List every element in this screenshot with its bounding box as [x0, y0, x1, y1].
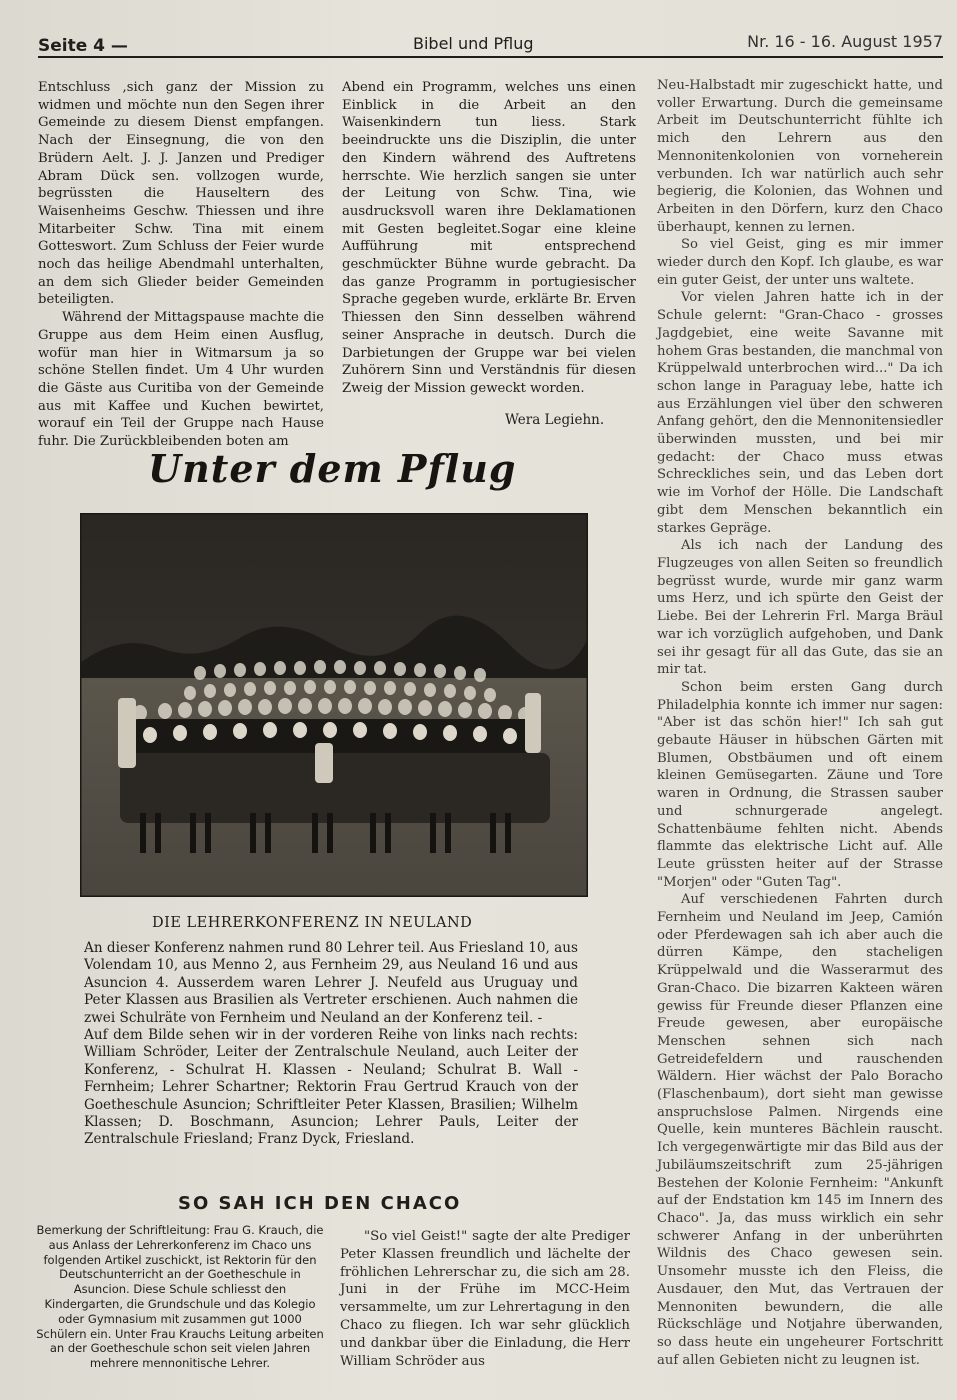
photo-caption-title: DIE LEHRERKONFERENZ IN NEULAND [152, 915, 473, 931]
column-2-paragraph: Abend ein Programm, welches uns einen Einblick in die Arbeit an den Waisenkindern tun liess. Stark beeindruckte uns die Disziplin, die unter den Kindern während des Auftretens herrschte. Wie herzlich sangen sie unter der Leitung von Schw. Tina, wie ausdrucksvoll waren ihre Deklamationen mit Gesten begleitet.Sogar eine kleine Aufführung mit entsprechend geschmückter Bühne wurde gebracht. Da das ganze Programm in portugiesischer Sprache gegeben wurde, erklärte Br. Erven Thiessen den Sinn desselben während seiner Ansprache in deutsch. Durch die Darbietungen der Gruppe war bei vielen Zuhörern Sinn und Verständnis für diesen Zweig der Mission geweckt worden. [342, 80, 636, 396]
editor-note: Bemerkung der Schriftleitung: Frau G. Krauch, die aus Anlass der Lehrerkonferenz im Chaco uns folgenden Artikel zuschickt, ist Rektorin für den Deutschunterricht an der Goetheschule in Asuncion. Diese Schule schliesst den Kindergarten, die Grundschule und das Kolegio oder Gymnasium mit zusammen gut 1000 Schülern ein. Unter Frau Krauchs Leitung arbeiten an der Goetheschule schon seit vielen Jahren mehrere mennonitische Lehrer. [36, 1223, 324, 1371]
column-3 [657, 77, 943, 1369]
caption-paragraph: Auf dem Bilde sehen wir in der vorderen Reihe von links nach rechts: William Schröder, Leiter der Zentralschule Neuland, auch Leiter der Konferenz, - Schulrat H. Klassen - Neuland; Schulrat B. Wall - Fernheim; Lehrer Schartner; Rektorin Frau Gertrud Krauch von der Goetheschule Asuncion; Schriftleiter Peter Klassen, Brasilien; Wilhelm Klassen; D. Boschmann, Asuncion; Lehrer Pauls, Leiter der Zentralschule Friesland; Franz Dyck, Friesland. [84, 1027, 578, 1148]
caption-paragraph: An dieser Konferenz nahmen rund 80 Lehrer teil. Aus Friesland 10, aus Volendam 10, aus Menno 2, aus Fernheim 29, aus Neuland 16 und aus Asuncion 4. Ausserdem waren Lehrer J. Neufeld aus Uruguay und Peter Klassen aus Brasilien als Vertreter erschienen. Auch nahmen die zwei Schulräte von Fernheim und Neuland an der Konferenz teil. - [84, 940, 578, 1026]
article-paragraph: "So viel Geist!" sagte der alte Prediger Peter Klassen freundlich und lächelte der fröhlichen Lehrerschar zu, die sich am 28. Juni in der Frühe im MCC-Heim versammelte, um zur Lehrertagung in den Chaco zu fliegen. Ich war sehr glücklich und dankbar über die Einladung, die Herr William Schröder aus [340, 1229, 630, 1369]
section-heading: Unter dem Pflug [148, 446, 517, 491]
column-3-paragraph: Neu-Halbstadt mir zugeschickt hatte, und voller Erwartung. Durch die gemeinsame Arbeit im Deutschunterricht fühlte ich mich den Lehrern aus den Mennonitenkolonien von vorneherein verbunden. Ich war natürlich auch sehr begierig, die Kolonien, das Wohnen und Arbeiten in den Dörfern, kurz den Chaco überhaupt, kennen zu lernen. [657, 78, 943, 235]
column-3-paragraph: Vor vielen Jahren hatte ich in der Schule gelernt: "Gran-Chaco - grosses Jagdgebiet, eine weite Savanne mit hohem Gras bestanden, die manchmal von Krüppelwald unterbrochen wird..." Da ich schon lange in Paraguay lebe, hatte ich aus Erzählungen viel über den schweren Anfang gehört, den die Mennonitensiedler überwinden mussten, und bei mir gedacht: der Chaco muss etwas Schreckliches sein, und das Leben dort wie im Vorhof der Hölle. Die Landschaft gibt dem Menschen bekanntlich ein starkes Gepräge. [657, 290, 943, 536]
column-3-paragraph: Schon beim ersten Gang durch Philadelphia konnte ich immer nur sagen: "Aber ist das schön hier!" Ich sah gut gebaute Häuser in hübschen Gärten mit Blumen, Obstbäumen und oft einem kleinen Gemüsegarten. Zäune und Tore waren in Ordnung, die Strassen sauber und schnurgerade angelegt. Schattenbäume fehlten nicht. Abends flammte das elektrische Licht auf. Alle Leute grüssten heiter auf der Strasse "Morjen" oder "Guten Tag". [657, 679, 943, 890]
column-1-paragraph: Während der Mittagspause machte die Gruppe aus dem Heim einen Ausflug, wofür man hier in Witmarsum ja so schöne Stellen findet. Um 4 Uhr wurden die Gäste aus Curitiba von der Gemeinde aus mit Kaffee und Kuchen bewirtet, worauf ein Teil der Gruppe nach Hause fuhr. Die Zurückbleibenden boten am [38, 310, 324, 450]
column-1-paragraph: Entschluss ,sich ganz der Mission zu widmen und möchte nun den Segen ihrer Gemeinde zu diesem Dienst empfangen. Nach der Einsegnung, die von den Brüdern Aelt. J. J. Janzen und Prediger Abram Dück sen. vollzogen wurde, begrüssten die Hauseltern des Waisenheims Geschw. Thiessen und ihre Mitarbeiter Schw. Tina mit einem Gotteswort. Zum Schluss der Feier wurde noch das heilige Abendmahl unterhalten, an dem sich Glieder beider Gemeinden beteiligten. [38, 80, 324, 308]
page-header [38, 32, 943, 60]
column-3-paragraph: So viel Geist, ging es mir immer wieder durch den Kopf. Ich glaube, es war ein guter Geist, der unter uns waltete. [657, 237, 943, 288]
issue-date: Nr. 16 - 16. August 1957 [747, 32, 943, 51]
publication-name: Bibel und Pflug [413, 34, 534, 53]
page-number: Seite 4 — [38, 36, 128, 56]
author-signature: Wera Legiehn. [505, 412, 605, 428]
article-body [340, 1228, 630, 1370]
column-3-paragraph: Auf verschiedenen Fahrten durch Fernheim und Neuland im Jeep, Camión oder Pferdewagen sah ich aber auch die dürren Kämpe, den stacheligen Krüppelwald und die Wasserarmut des Gran-Chaco. Die bizarren Kakteen wären gewiss für Freunde dieser Pflanzen eine Freude gewesen, aber europäische Menschen sehnen sich nach Getreidefeldern und rauschenden Wäldern. Hier wächst der Palo Boracho (Flaschenbaum), dort sieht man gewisse anspruchslose Palmen. Nirgends eine Quelle, kein munteres Bächlein rauscht. Ich vergegenwärtigte mir das Bild aus der Jubiläumszeitschrift zum 25-jährigen Bestehen der Kolonie Fernheim: "Ankunft auf der Endstation km 145 im Innern des Chaco". Ja, das muss wirklich ein sehr schwerer Anfang in der unberührten Wildnis des Chaco gewesen sein. Unsomehr musste ich den Fleiss, die Ausdauer, den Mut, das Vertrauen der Mennoniten bewundern, die alle Rückschläge und Notjahre überwanden, so dass heute ein ungeheurer Fortschritt auf allen Gebieten nicht zu leugnen ist. [657, 892, 943, 1368]
header-rule [38, 56, 943, 58]
group-photo [80, 513, 588, 897]
group-photo-image [80, 513, 588, 897]
photo-caption [84, 940, 578, 1149]
column-2 [342, 79, 636, 398]
column-3-paragraph: Als ich nach der Landung des Flugzeuges von allen Seiten so freundlich begrüsst wurde, wurde mir ganz warm ums Herz, und ich spürte den Geist der Liebe. Bei der Lehrerin Frl. Marga Bräul war ich vorzüglich aufgehoben, und Dank sei ihr gesagt für all das Gute, das sie an mir tat. [657, 538, 943, 678]
column-1 [38, 79, 324, 451]
article-title: SO SAH ICH DEN CHACO [178, 1193, 462, 1214]
